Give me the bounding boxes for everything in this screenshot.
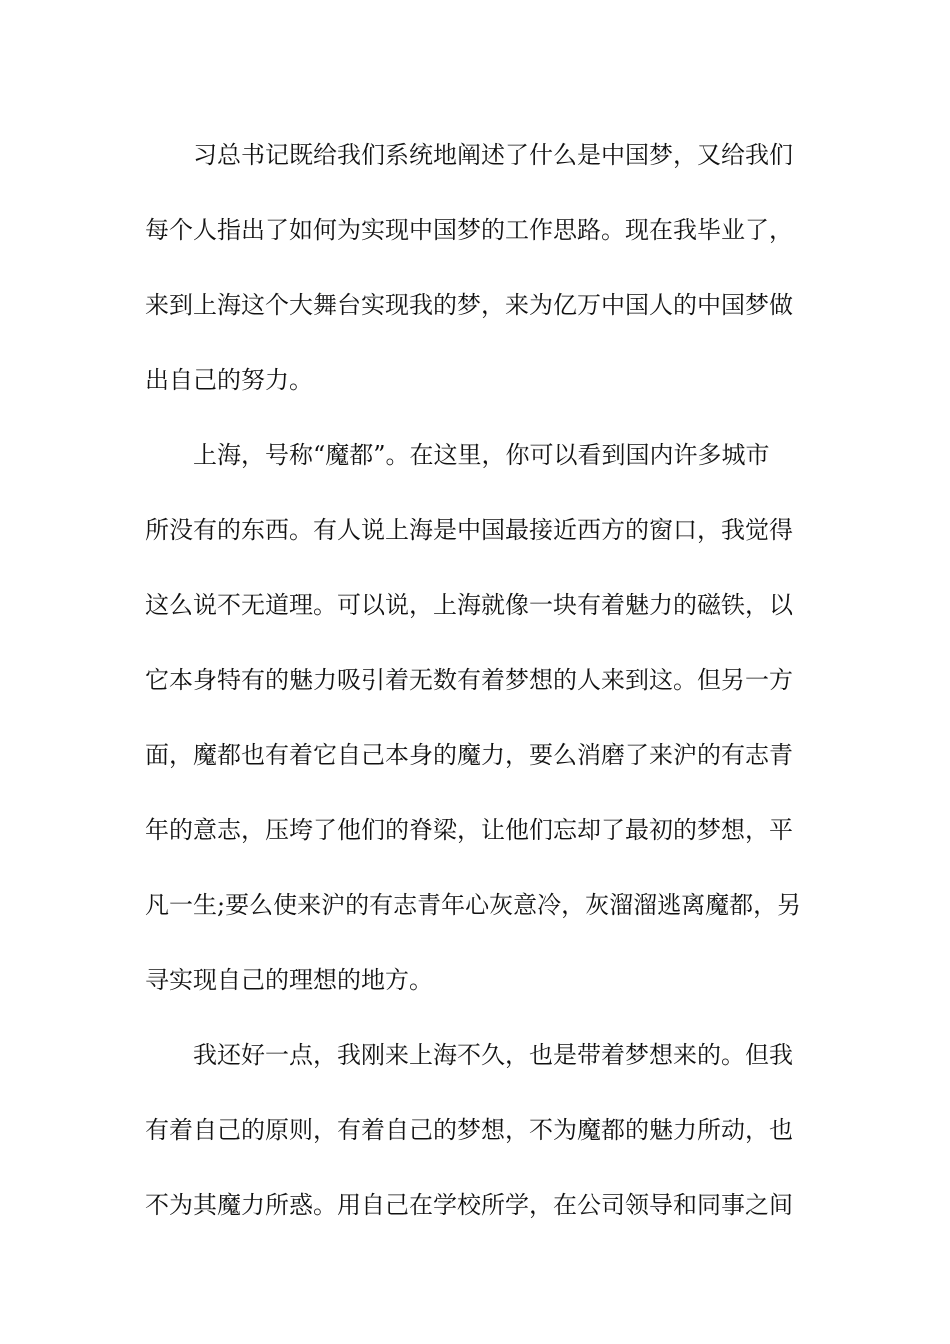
text-line: 出自己的努力。 — [145, 366, 313, 394]
text-line: 所没有的东西。有人说上海是中国最接近西方的窗口，我觉得 — [145, 516, 793, 544]
text-line: 来到上海这个大舞台实现我的梦，来为亿万中国人的中国梦做 — [145, 291, 793, 319]
text-line: 每个人指出了如何为实现中国梦的工作思路。现在我毕业了， — [145, 216, 793, 244]
text-line: 习总书记既给我们系统地阐述了什么是中国梦，又给我们 — [193, 141, 793, 169]
text-line: 有着自己的原则，有着自己的梦想，不为魔都的魅力所动，也 — [145, 1116, 793, 1144]
text-line: 凡一生;要么使来沪的有志青年心灰意冷，灰溜溜逃离魔都，另 — [145, 891, 802, 919]
text-line: 这么说不无道理。可以说，上海就像一块有着魅力的磁铁，以 — [145, 591, 793, 619]
document-body — [145, 130, 807, 1255]
text-line: 它本身特有的魅力吸引着无数有着梦想的人来到这。但另一方 — [145, 666, 793, 694]
text-line: 我还好一点，我刚来上海不久，也是带着梦想来的。但我 — [193, 1041, 793, 1069]
text-line: 不为其魔力所惑。用自己在学校所学，在公司领导和同事之间 — [145, 1191, 793, 1219]
text-line: 年的意志，压垮了他们的脊梁，让他们忘却了最初的梦想，平 — [145, 816, 793, 844]
text-line: 上海，号称“魔都”。在这里，你可以看到国内许多城市 — [193, 441, 770, 469]
paragraph — [145, 130, 807, 430]
text-line: 寻实现自己的理想的地方。 — [145, 966, 433, 994]
text-line: 面，魔都也有着它自己本身的魔力，要么消磨了来沪的有志青 — [145, 741, 793, 769]
paragraph — [145, 430, 807, 1030]
paragraph — [145, 1030, 807, 1255]
